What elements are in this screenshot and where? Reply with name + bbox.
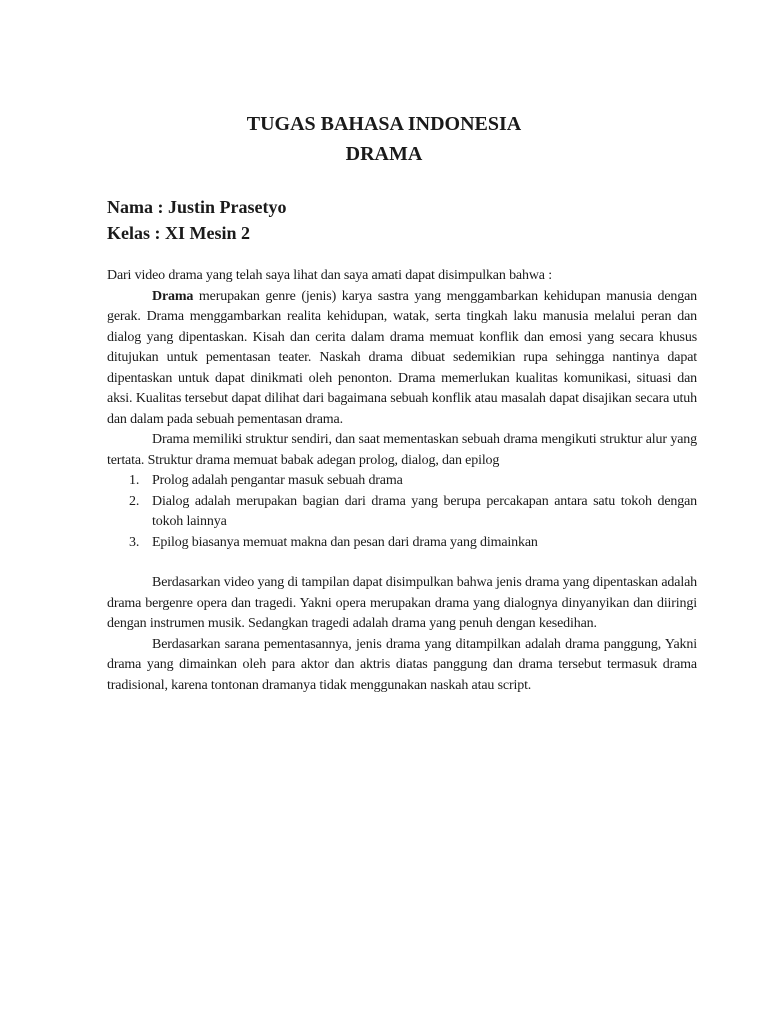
drama-term: Drama	[152, 288, 194, 304]
document-body	[107, 266, 697, 696]
list-item	[107, 533, 697, 554]
document-subtitle: DRAMA	[345, 143, 423, 165]
paragraph-conclusion-genre: Berdasarkan video yang di tampilan dapat disimpulkan bahwa jenis drama yang dipentaskan adalah drama bergenre opera dan tragedi. Yakni opera merupakan drama yang dialognya dinyanyikan dan diiringi dengan instrumen musik. Sedangkan tragedi adalah drama yang penuh dengan kesedihan.	[107, 575, 697, 631]
paragraph-structure: Drama memiliki struktur sendiri, dan saat mementaskan sebuah drama mengikuti struktur alur yang tertata. Struktur drama memuat babak adegan prolog, dialog, dan epilog	[107, 432, 697, 468]
paragraph-drama-definition	[107, 287, 697, 431]
drama-definition-text: merupakan genre (jenis) karya sastra yang menggambarkan kehidupan manusia dengan gerak. Drama menggambarkan realita kehidupan, watak, serta tingkah laku manusia melalui peran dan dialog yang dipentaskan. Kisah dan cerita dalam drama memuat konflik dan emosi yang secara khusus ditujukan untuk pementasan teater. Naskah drama dibuat sedemikian rupa sehingga nantinya dapat dipentaskan untuk dapat dinikmati oleh penonton. Drama memerlukan kualitas komunikasi, situasi dan aksi. Kualitas tersebut dapat dilihat dari bagaimana sebuah konflik atau masalah dapat disajikan secara utuh dan dalam pada sebuah pementasan drama.	[107, 288, 697, 427]
list-number: 1.	[129, 473, 140, 488]
intro-text: Dari video drama yang telah saya lihat dan saya amati dapat disimpulkan bahwa :	[107, 268, 552, 283]
list-number: 3.	[129, 534, 140, 550]
list-item-text: Epilog biasanya memuat makna dan pesan dari drama yang dimainkan	[152, 534, 538, 550]
document-title: TUGAS BAHASA INDONESIA	[246, 113, 522, 135]
list-number: 2.	[129, 493, 140, 509]
paragraph-spacer	[107, 553, 697, 573]
student-class: Kelas : XI Mesin 2	[107, 223, 250, 243]
paragraph-conclusion-stage: Berdasarkan sarana pementasannya, jenis drama yang ditampilkan adalah drama panggung, Yakni drama yang dimainkan oleh para aktor dan aktris diatas panggung dan drama tersebut termasuk drama tradisional, karena tontonan dramanya tidak menggunakan naskah atau script.	[107, 636, 697, 693]
list-item-text: Dialog adalah merupakan bagian dari drama yang berupa percakapan antara satu tokoh dengan tokoh lainnya	[152, 493, 697, 529]
list-item	[107, 471, 697, 492]
list-item-text: Prolog adalah pengantar masuk sebuah drama	[152, 473, 403, 488]
student-name: Nama : Justin Prasetyo	[107, 197, 287, 217]
list-item	[107, 492, 697, 533]
structure-list	[107, 471, 697, 553]
